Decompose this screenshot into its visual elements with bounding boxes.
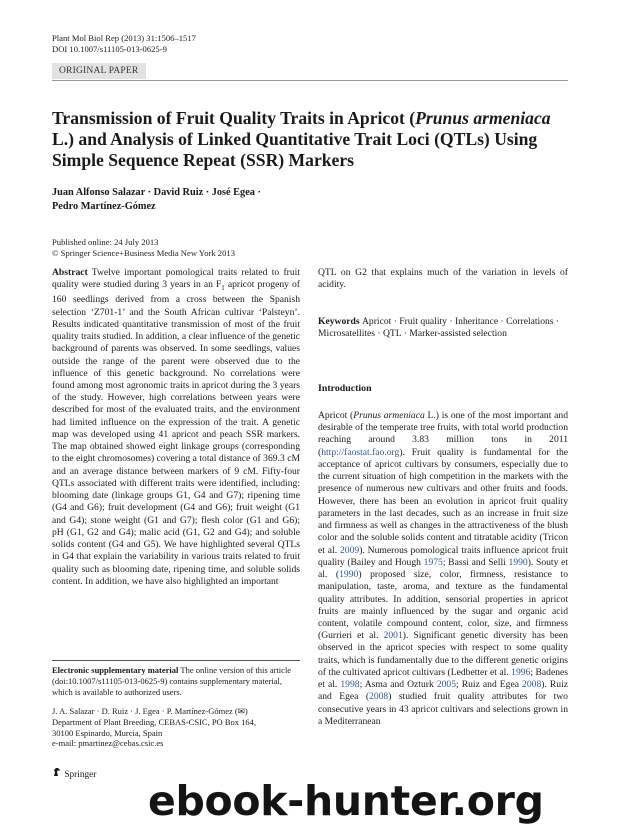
intro-text: ) proposed size, color, firmness, resistance to manipulation, taste, aroma, and texture as the fundamental quality attributes. In addition, sensorial properties in apricot fruits are mainly influenced by the sugar and organic acid content, volatile compound content, color, size, and firmness (Gurrieri et al. — [318, 569, 568, 642]
intro-text: ). Ruiz and Egea ( — [318, 679, 569, 703]
abstract-label: Abstract — [52, 267, 88, 278]
affiliation-names: J. A. Salazar · D. Ruiz · J. Egea · P. Martínez-Gómez (✉) — [52, 706, 248, 716]
authors-line-1: Juan Alfonso Salazar · David Ruiz · José Egea · — [52, 187, 261, 198]
article-type-label: ORIGINAL PAPER — [52, 63, 146, 79]
citation-link[interactable]: 2008 — [369, 691, 389, 703]
citation-link[interactable]: 2009 — [340, 544, 360, 556]
citation-link[interactable]: 2001 — [383, 630, 403, 642]
intro-text: ; Ruiz and Egea — [456, 679, 523, 691]
intro-species: Prunus armeniaca — [353, 410, 425, 421]
intro-text: ) studied fruit quality attributes for two consecutive years in 43 apricot cultivars and selections grown in a Mediterranean — [318, 691, 568, 727]
affiliation-dept: Department of Plant Breeding, CEBAS-CSIC, PO Box 164, — [52, 716, 256, 727]
esm-note — [52, 665, 300, 697]
introduction-heading: Introduction — [318, 383, 372, 394]
introduction-body — [318, 410, 568, 728]
intro-text: ). Souty et al. ( — [318, 556, 568, 581]
abstract-subscript: 1 — [221, 284, 225, 293]
watermark-text: ebook-hunter.org — [148, 777, 544, 825]
author-list — [52, 186, 352, 214]
published-date: Published online: 24 July 2013 — [52, 237, 159, 247]
intro-text: ). Significant genetic diversity has been observed in the apricot species with respect to some quality traits, which is fundamentally due to the different genetic origins of the cultivated apricot cultivars (Ledbetter et al. — [318, 630, 568, 678]
intro-text: ; Badenes et al. — [318, 666, 568, 691]
affiliation — [52, 706, 300, 749]
citation-link[interactable]: 1996 — [511, 666, 531, 678]
affiliation-address: 30100 Espinardo, Murcia, Spain — [52, 727, 163, 738]
copyright-line: © Springer Science+Business Media New York 2013 — [52, 247, 235, 258]
intro-text: ). Numerous pomological traits influence apricot fruit quality (Bailey and Hough — [318, 544, 568, 568]
abstract-text-rest: apricot progeny of 160 seedlings derived from a cross between the Spanish selection ‘Z701-1’ and the South African cultivar ‘Palsteyn’. Results indicated quantitative transmission of most of the fruit quality traits studied. In addition, a clear influence of the genetic background of parents was observed. In some seedlings, values outside the range of the parent were observed due to the influence of this genetic background. No correlations were found among most agronomic traits in apricot during the 3 years of the study. However, high correlations between years were described for most of the evaluated traits, and the environment had limited influence on the expression of the trait. A genetic map was developed using 41 apricot and peach SSR markers. The map obtained showed eight linkage groups (corresponding to the eight chromosomes) covering a total distance of 369.3 cM and an average distance between markers of 9 cM. Fifty-four QTLs associated with different traits were identified, including: blooming date (linkage groups G1, G4 and G7); ripening time (G4 and G6); fruit development (G4 and G6); fruit weight (G1 and G4); stone weight (G1 and G7); flesh color (G1 and G6); pH (G1, G2 and G4); malic acid (G1, G2 and G4); and soluble solids content (G4 and G5). We have highlighted several QTLs in G4 that explain the variability in various traits related to fruit quality such as blooming date, ripening time, and soluble solids content. In addition, we have also highlighted an important — [52, 279, 300, 587]
publisher-name: Springer — [64, 770, 97, 780]
title-part2: L.) and Analysis of Linked Quantitative Trait Loci (QTLs) Using Simple Sequence Repeat (SSR) Markers — [52, 129, 538, 170]
citation-link[interactable]: 1975 — [423, 556, 443, 568]
affiliation-email[interactable]: e-mail: pmartinez@cebas.csic.es — [52, 738, 164, 749]
keywords-text: Apricot · Fruit quality · Inheritance · Correlations · Microsatellites · QTL · Marker-assisted selection — [318, 316, 560, 340]
citation-link[interactable]: 1990 — [339, 569, 359, 581]
fao-link[interactable]: http://faostat.fao.org — [321, 446, 400, 458]
publication-info — [52, 237, 235, 259]
publisher-footer — [52, 767, 96, 780]
intro-text: Apricot ( — [318, 410, 354, 421]
esm-label: Electronic supplementary material — [52, 665, 179, 675]
springer-horse-icon — [52, 767, 62, 777]
keywords-label: Keywords — [318, 316, 360, 327]
title-species: Prunus armeniaca — [415, 108, 551, 128]
citation-link[interactable]: 1998 — [340, 679, 360, 691]
keywords — [318, 316, 568, 340]
footnote-divider — [52, 660, 300, 661]
title-part1: Transmission of Fruit Quality Traits in Apricot ( — [52, 108, 416, 128]
intro-text: ). Fruit quality is fundamental for the acceptance of apricot cultivars by consumers, especially due to the current situation of high competition in the markets with the presence of numerous new cultivars and other fruits and foods. However, there has been an evolution in apricot fruit quality parameters in the last decades, such as an increase in fruit size and firmness as well as changes in the attractiveness of the blush color and the soluble solids content and titratable acidity (Tricon et al. — [318, 446, 568, 556]
citation-link[interactable]: 2005 — [436, 679, 456, 691]
abstract-continued: QTL on G2 that explains much of the variation in levels of acidity. — [318, 267, 568, 291]
intro-text: ; Asma and Ozturk — [359, 679, 437, 691]
citation-link[interactable]: 2008 — [522, 679, 542, 691]
intro-text: ; Bassi and Selli — [442, 556, 509, 568]
intro-text: L.) is one of the most important and desirable of the temperate tree fruits, with total world production reaching around 3.83 million tons in 2011 ( — [318, 410, 568, 458]
journal-citation: Plant Mol Biol Rep (2013) 31:1506–1517 — [52, 33, 196, 43]
abstract-text-start: Twelve important pomological traits related to fruit quality were studied during 3 years in an F — [52, 267, 300, 291]
citation-link[interactable]: 1990 — [508, 556, 528, 568]
authors-line-2: Pedro Martínez-Gómez — [52, 201, 156, 212]
esm-text: The online version of this article (doi:10.1007/s11105-013-0625-9) contains supplementary material, which is available to authorized users. — [52, 665, 292, 697]
article-title — [52, 108, 562, 171]
doi-line: DOI 10.1007/s11105-013-0625-9 — [52, 44, 167, 54]
article-type-bar — [52, 63, 568, 81]
abstract — [52, 267, 300, 588]
